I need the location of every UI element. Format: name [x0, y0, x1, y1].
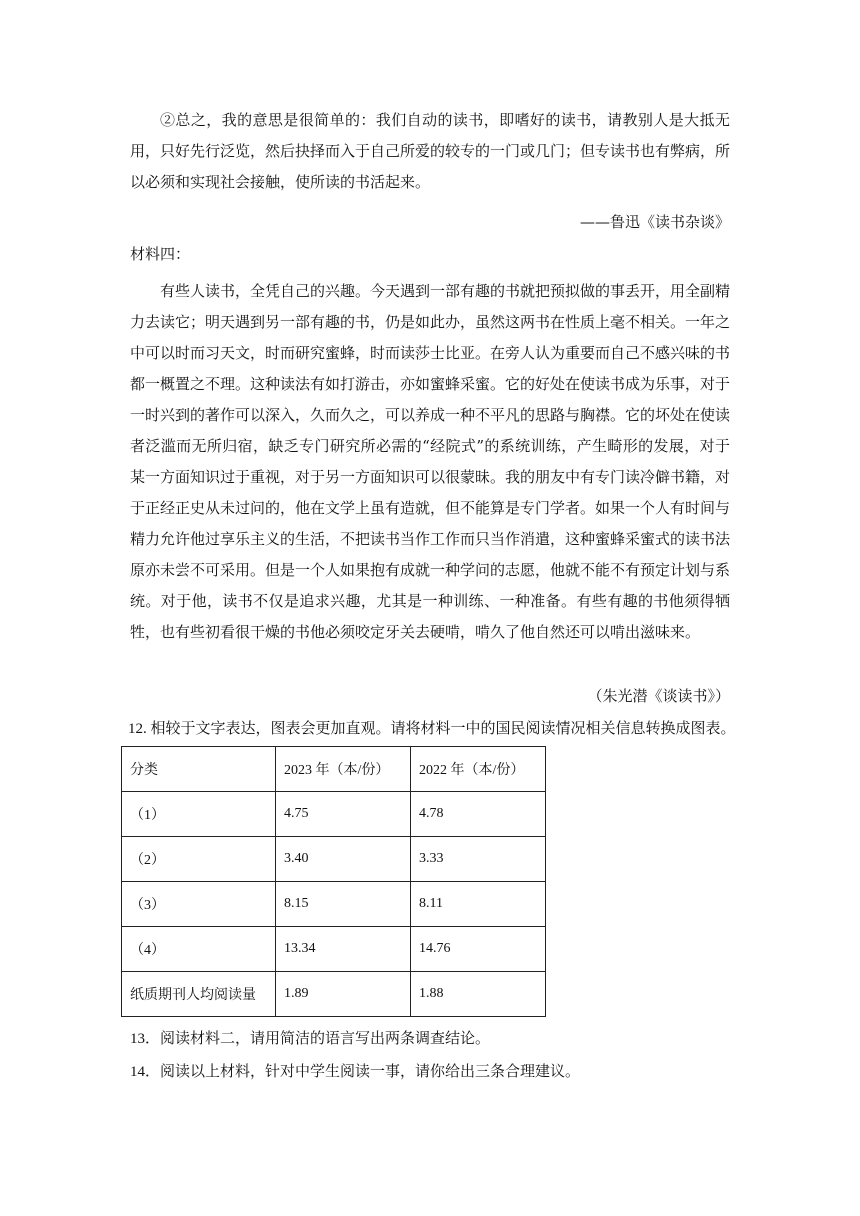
table-header-cell: 2023 年（本/份）: [276, 747, 411, 792]
table-cell: （1）: [122, 792, 276, 837]
question-12: 12. 相较于文字表达，图表会更加直观。请将材料一中的国民阅读情况相关信息转换成图表。: [128, 721, 736, 737]
table-cell: 4.78: [411, 792, 546, 837]
table-cell: （4）: [122, 927, 276, 972]
table-row: [122, 882, 546, 927]
table-cell: （3）: [122, 882, 276, 927]
table-cell: 3.33: [411, 837, 546, 882]
table-row: [122, 792, 546, 837]
table-cell: 1.89: [276, 972, 411, 1017]
table-cell: 纸质期刊人均阅读量: [122, 972, 276, 1017]
lu-xun-paragraph: ②总之，我的意思是很简单的：我们自动的读书，即嗜好的读书，请教别人是大抵无用，只好先行泛览，然后抉择而入于自己所爱的较专的一门或几门；但专读书也有弊病，所以必须和实现社会接触，使所读的书活起来。: [130, 111, 731, 191]
table-cell: （2）: [122, 837, 276, 882]
table-cell: 14.76: [411, 927, 546, 972]
table-cell: 13.34: [276, 927, 411, 972]
table-header-cell: 2022 年（本/份）: [411, 747, 546, 792]
table-row: [122, 927, 546, 972]
table-cell: 3.40: [276, 837, 411, 882]
zhu-guangqian-paragraph: 有些人读书，全凭自己的兴趣。今天遇到一部有趣的书就把预拟做的事丢开，用全副精力去读它；明天遇到另一部有趣的书，仍是如此办，虽然这两书在性质上毫不相关。一年之中可以时而习天文，时而研究蜜蜂，时而读莎士比亚。在旁人认为重要而自己不感兴味的书都一概置之不理。这种读法有如打游击，亦如蜜蜂采蜜。它的好处在使读书成为乐事，对于一时兴到的著作可以深入，久而久之，可以养成一种不平凡的思路与胸襟。它的坏处在使读者泛滥而无所归宿，缺乏专门研究所必需的“经院式”的系统训练，产生畸形的发展，对于某一方面知识过于重视，对于另一方面知识可以很蒙昧。我的朋友中有专门读冷僻书籍，对于正经正史从未过问的，他在文学上虽有造就，但不能算是专门学者。如果一个人有时间与精力允许他过享乐主义的生活，不把读书当作工作而只当作消遣，这种蜜蜂采蜜式的读书法原亦未尝不可采用。但是一个人如果抱有成就一种学问的志愿，他就不能不有预定计划与系统。对于他，读书不仅是追求兴趣，尤其是一种训练、一种准备。有些有趣的书他须得牺牲，也有些初看很干燥的书他必须咬定牙关去硬啃，啃久了他自然还可以啃出滋味来。: [130, 282, 731, 641]
reading-data-table: [121, 746, 546, 1017]
table-cell: 1.88: [411, 972, 546, 1017]
material4-heading: 材料四：: [130, 245, 191, 263]
table-header-row: [122, 747, 546, 792]
lu-xun-source: ——鲁迅《读书杂谈》: [579, 213, 730, 231]
question-14: 14．阅读以上材料，针对中学生阅读一事，请你给出三条合理建议。: [130, 1064, 581, 1080]
table-row: [122, 837, 546, 882]
table-row: [122, 972, 546, 1017]
question-13: 13．阅读材料二，请用简洁的语言写出两条调查结论。: [130, 1031, 491, 1047]
table-cell: 4.75: [276, 792, 411, 837]
zhu-guangqian-source: （朱光潜《谈读书》）: [587, 687, 730, 705]
table-header-cell: 分类: [122, 747, 276, 792]
table-cell: 8.11: [411, 882, 546, 927]
table-cell: 8.15: [276, 882, 411, 927]
